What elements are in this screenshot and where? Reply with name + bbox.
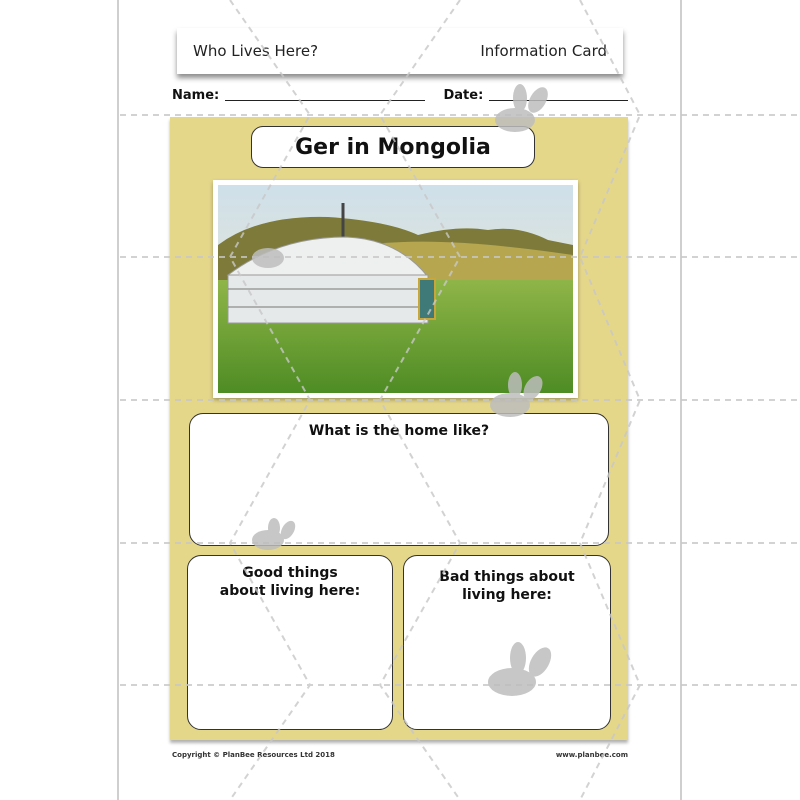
home-question: What is the home like? [308, 423, 490, 439]
good-things-heading: Good things about living here: [219, 565, 361, 599]
date-label: Date: [443, 88, 484, 103]
bad-things-heading: Bad things about living here: [439, 569, 575, 603]
worksheet-topic: Who Lives Here? [193, 42, 319, 60]
name-field[interactable] [225, 88, 425, 101]
home-description-box[interactable] [189, 413, 609, 546]
ger-landscape-image [218, 185, 573, 393]
website-link[interactable]: www.planbee.com [555, 751, 628, 759]
date-field[interactable] [489, 88, 628, 101]
copyright-text: Copyright © PlanBee Resources Ltd 2018 [172, 751, 335, 759]
name-date-row [172, 88, 628, 103]
worksheet-type: Information Card [480, 42, 607, 60]
header-bar [177, 28, 623, 74]
name-label: Name: [172, 88, 220, 103]
ger-photo [213, 180, 578, 398]
good-things-box[interactable] [187, 555, 393, 730]
bad-things-box[interactable] [403, 555, 611, 730]
card-title: Ger in Mongolia [251, 126, 535, 168]
